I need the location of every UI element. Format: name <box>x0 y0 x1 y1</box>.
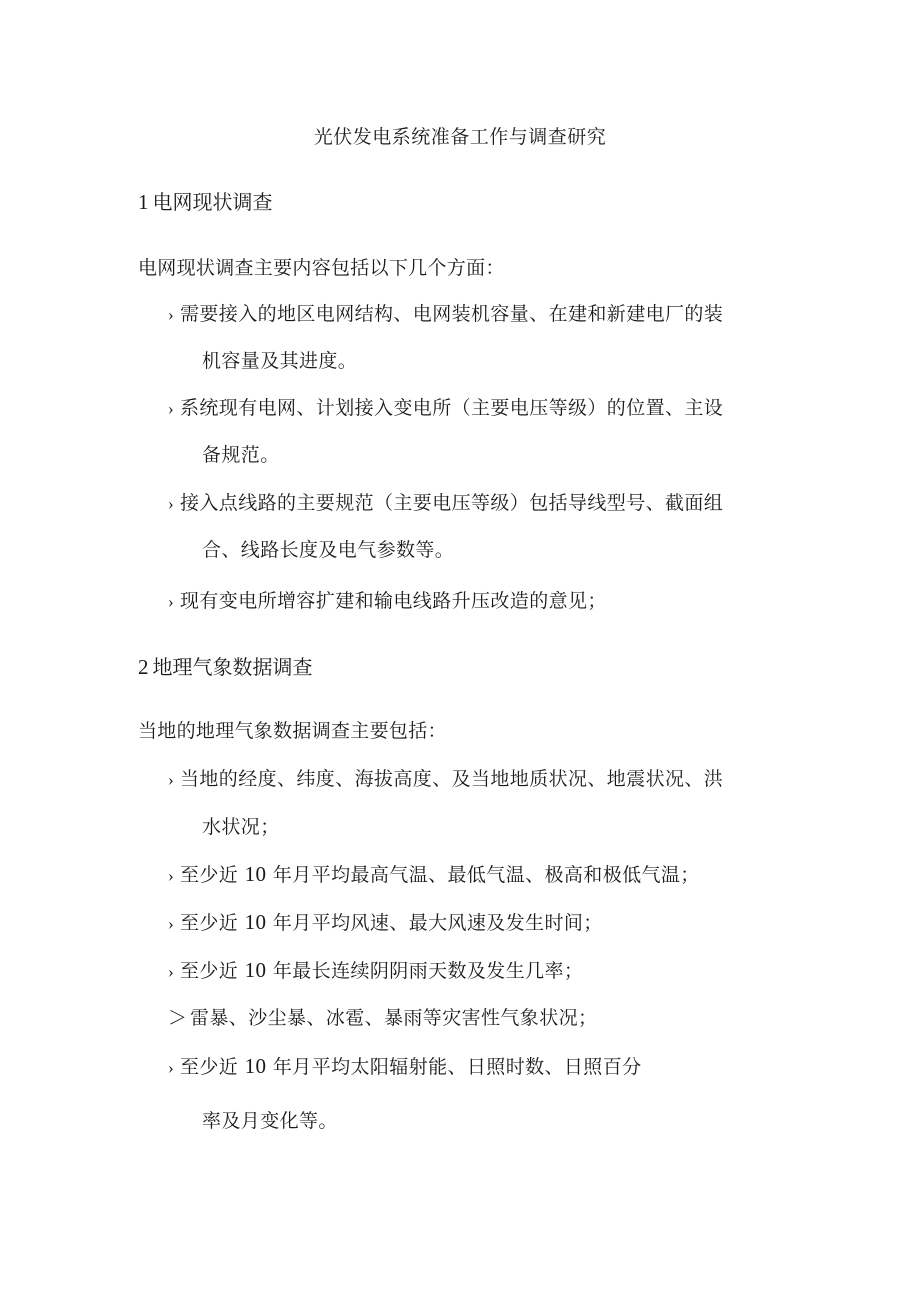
section-1-item-1 <box>168 299 788 330</box>
item-text-pre: 至少近 <box>180 864 245 886</box>
item-years-number: 10 <box>244 958 267 982</box>
section-1-intro: 电网现状调查主要内容包括以下几个方面： <box>138 257 505 279</box>
section-2-item-6 <box>168 1051 788 1083</box>
section-2-item-4 <box>168 955 788 987</box>
item-text-post: 年月平均最高气温、最低气温、极高和极低气温； <box>266 864 700 886</box>
section-1-item-2-continuation: 备规范。 <box>202 444 280 466</box>
section-2-item-3 <box>168 907 788 939</box>
document-title: 光伏发电系统准备工作与调查研究 <box>313 126 607 148</box>
section-1-item-3 <box>168 488 788 519</box>
section-2-item-1-continuation: 水状况； <box>202 816 280 838</box>
bullet-chevron-icon: › <box>168 866 175 885</box>
section-2-heading <box>138 652 313 682</box>
section-2-item-2 <box>168 859 788 891</box>
bullet-chevron-icon: › <box>168 592 175 611</box>
section-1-heading <box>138 187 273 217</box>
bullet-greater-than-icon: ＞ <box>168 1007 188 1029</box>
section-1-title: 电网现状调查 <box>152 190 273 214</box>
section-1-item-3-continuation: 合、线路长度及电气参数等。 <box>202 539 455 561</box>
bullet-chevron-icon: › <box>168 962 175 981</box>
item-text-pre: 至少近 <box>180 912 245 934</box>
section-1-item-4 <box>168 586 788 617</box>
item-years-number: 10 <box>244 910 267 934</box>
item-years-number: 10 <box>244 1054 267 1078</box>
bullet-chevron-icon: › <box>168 914 175 933</box>
item-text-pre: 至少近 <box>180 960 245 982</box>
section-2-item-6-continuation: 率及月变化等。 <box>202 1110 338 1132</box>
section-1-item-1-continuation: 机容量及其进度。 <box>202 350 358 372</box>
item-text-post: 年最长连续阴阴雨天数及发生几率； <box>266 960 584 982</box>
section-2-intro: 当地的地理气象数据调查主要包括： <box>138 720 447 742</box>
item-text: 接入点线路的主要规范（主要电压等级）包括导线型号、截面组 <box>180 492 724 514</box>
item-text-pre: 至少近 <box>180 1056 245 1078</box>
item-text: 现有变电所增容扩建和输电线路升压改造的意见； <box>180 590 607 612</box>
section-2-number: 2 <box>138 655 149 679</box>
bullet-chevron-icon: › <box>168 770 175 789</box>
section-2-item-1 <box>168 764 788 795</box>
section-1-item-2 <box>168 393 788 424</box>
bullet-chevron-icon: › <box>168 494 175 513</box>
item-text: 系统现有电网、计划接入变电所（主要电压等级）的位置、主设 <box>180 397 724 419</box>
section-2-item-5 <box>168 1003 788 1033</box>
item-text: 需要接入的地区电网结构、电网装机容量、在建和新建电厂的装 <box>180 303 724 325</box>
item-text-post: 年月平均太阳辐射能、日照时数、日照百分 <box>266 1056 642 1078</box>
bullet-chevron-icon: › <box>168 399 175 418</box>
bullet-chevron-icon: › <box>168 1058 175 1077</box>
section-2-title: 地理气象数据调查 <box>152 655 313 679</box>
item-text-post: 年月平均风速、最大风速及发生时间； <box>266 912 603 934</box>
item-text: 雷暴、沙尘暴、冰雹、暴雨等灾害性气象状况； <box>190 1007 598 1029</box>
item-years-number: 10 <box>244 862 267 886</box>
bullet-chevron-icon: › <box>168 305 175 324</box>
item-text: 当地的经度、纬度、海拔高度、及当地地质状况、地震状况、洪 <box>180 768 724 790</box>
section-1-number: 1 <box>138 190 149 214</box>
